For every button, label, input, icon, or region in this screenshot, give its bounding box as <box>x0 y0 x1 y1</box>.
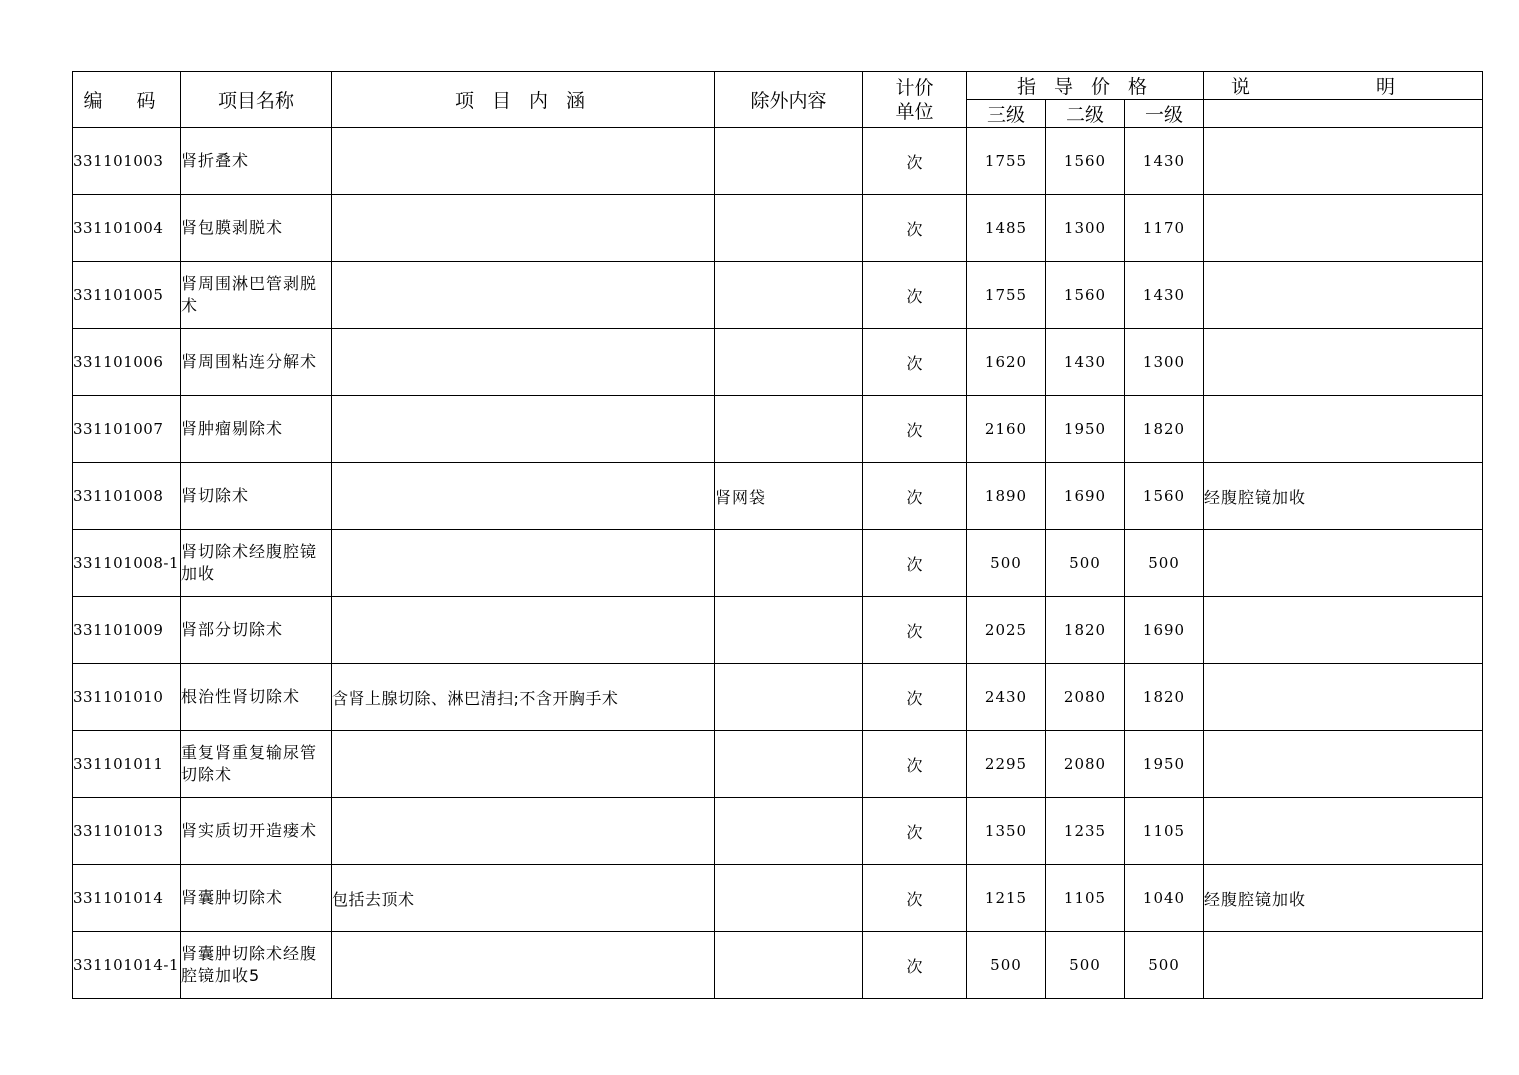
cell-price-level3: 1755 <box>967 262 1046 329</box>
table-row <box>73 329 1483 396</box>
cell-name: 肾部分切除术 <box>181 597 332 664</box>
cell-note <box>1204 664 1483 731</box>
table-row <box>73 865 1483 932</box>
cell-unit: 次 <box>863 865 967 932</box>
cell-content <box>332 932 715 999</box>
header-code: 编 码 <box>73 72 181 128</box>
cell-code: 331101010 <box>73 664 181 731</box>
cell-exclusion <box>715 798 863 865</box>
cell-exclusion <box>715 262 863 329</box>
cell-exclusion <box>715 329 863 396</box>
cell-exclusion: 肾网袋 <box>715 463 863 530</box>
cell-unit: 次 <box>863 463 967 530</box>
cell-price-level1: 1690 <box>1125 597 1204 664</box>
cell-note <box>1204 195 1483 262</box>
cell-price-level1: 1430 <box>1125 128 1204 195</box>
table-body <box>73 128 1483 999</box>
price-table <box>72 71 1483 999</box>
table-row <box>73 262 1483 329</box>
table-header <box>73 72 1483 128</box>
header-unit-line1: 计价 <box>895 76 934 99</box>
cell-note <box>1204 530 1483 597</box>
cell-exclusion <box>715 865 863 932</box>
cell-code: 331101003 <box>73 128 181 195</box>
table-row <box>73 530 1483 597</box>
cell-price-level3: 2430 <box>967 664 1046 731</box>
cell-price-level2: 1430 <box>1046 329 1125 396</box>
cell-note <box>1204 731 1483 798</box>
cell-content <box>332 798 715 865</box>
cell-note <box>1204 329 1483 396</box>
table-row <box>73 396 1483 463</box>
cell-unit: 次 <box>863 262 967 329</box>
cell-code: 331101014-1 <box>73 932 181 999</box>
cell-price-level3: 500 <box>967 932 1046 999</box>
header-note: 说 明 <box>1204 72 1483 100</box>
cell-content <box>332 463 715 530</box>
cell-unit: 次 <box>863 798 967 865</box>
cell-unit: 次 <box>863 396 967 463</box>
cell-exclusion <box>715 664 863 731</box>
cell-content <box>332 396 715 463</box>
cell-unit: 次 <box>863 530 967 597</box>
cell-unit: 次 <box>863 664 967 731</box>
cell-content <box>332 597 715 664</box>
cell-note <box>1204 798 1483 865</box>
cell-price-level1: 1820 <box>1125 664 1204 731</box>
table-row <box>73 597 1483 664</box>
cell-price-level1: 500 <box>1125 932 1204 999</box>
cell-content: 包括去顶术 <box>332 865 715 932</box>
cell-price-level2: 2080 <box>1046 664 1125 731</box>
cell-price-level1: 1300 <box>1125 329 1204 396</box>
cell-code: 331101014 <box>73 865 181 932</box>
cell-exclusion <box>715 932 863 999</box>
cell-note: 经腹腔镜加收 <box>1204 865 1483 932</box>
cell-exclusion <box>715 396 863 463</box>
header-note-sub <box>1204 100 1483 128</box>
cell-price-level2: 1690 <box>1046 463 1125 530</box>
cell-note <box>1204 262 1483 329</box>
cell-price-level1: 1950 <box>1125 731 1204 798</box>
cell-price-level2: 1820 <box>1046 597 1125 664</box>
cell-name: 肾囊肿切除术经腹腔镜加收5 <box>181 932 332 999</box>
header-level3: 三级 <box>967 100 1046 128</box>
header-unit-line2: 单位 <box>895 100 934 123</box>
table-row <box>73 798 1483 865</box>
table-row <box>73 664 1483 731</box>
cell-price-level3: 1890 <box>967 463 1046 530</box>
cell-price-level1: 500 <box>1125 530 1204 597</box>
cell-price-level2: 1300 <box>1046 195 1125 262</box>
cell-price-level3: 1215 <box>967 865 1046 932</box>
cell-unit: 次 <box>863 128 967 195</box>
cell-note <box>1204 597 1483 664</box>
cell-price-level2: 500 <box>1046 932 1125 999</box>
cell-unit: 次 <box>863 329 967 396</box>
header-level1: 一级 <box>1125 100 1204 128</box>
cell-price-level2: 500 <box>1046 530 1125 597</box>
header-unit <box>863 72 967 128</box>
cell-code: 331101008-1 <box>73 530 181 597</box>
cell-name: 肾实质切开造瘘术 <box>181 798 332 865</box>
cell-name: 肾囊肿切除术 <box>181 865 332 932</box>
cell-price-level3: 2160 <box>967 396 1046 463</box>
cell-note: 经腹腔镜加收 <box>1204 463 1483 530</box>
table-row <box>73 128 1483 195</box>
cell-unit: 次 <box>863 932 967 999</box>
cell-price-level1: 1040 <box>1125 865 1204 932</box>
cell-price-level3: 1350 <box>967 798 1046 865</box>
cell-code: 331101005 <box>73 262 181 329</box>
cell-price-level3: 2295 <box>967 731 1046 798</box>
cell-price-level3: 2025 <box>967 597 1046 664</box>
cell-name: 肾切除术经腹腔镜加收 <box>181 530 332 597</box>
cell-note <box>1204 128 1483 195</box>
cell-price-level2: 1105 <box>1046 865 1125 932</box>
cell-price-level2: 1950 <box>1046 396 1125 463</box>
cell-unit: 次 <box>863 597 967 664</box>
cell-name: 肾周围粘连分解术 <box>181 329 332 396</box>
cell-note <box>1204 396 1483 463</box>
cell-content <box>332 530 715 597</box>
cell-note <box>1204 932 1483 999</box>
cell-code: 331101008 <box>73 463 181 530</box>
cell-price-level2: 1560 <box>1046 262 1125 329</box>
cell-name: 肾切除术 <box>181 463 332 530</box>
cell-content <box>332 195 715 262</box>
cell-code: 331101007 <box>73 396 181 463</box>
cell-unit: 次 <box>863 731 967 798</box>
cell-content <box>332 262 715 329</box>
cell-price-level1: 1560 <box>1125 463 1204 530</box>
cell-name: 肾肿瘤剔除术 <box>181 396 332 463</box>
cell-price-level3: 1620 <box>967 329 1046 396</box>
cell-code: 331101004 <box>73 195 181 262</box>
cell-unit: 次 <box>863 195 967 262</box>
cell-name: 重复肾重复输尿管切除术 <box>181 731 332 798</box>
cell-code: 331101013 <box>73 798 181 865</box>
cell-name: 肾折叠术 <box>181 128 332 195</box>
cell-exclusion <box>715 128 863 195</box>
cell-price-level1: 1430 <box>1125 262 1204 329</box>
cell-price-level1: 1105 <box>1125 798 1204 865</box>
cell-content <box>332 329 715 396</box>
cell-price-level3: 1755 <box>967 128 1046 195</box>
cell-name: 肾周围淋巴管剥脱术 <box>181 262 332 329</box>
header-exclusion: 除外内容 <box>715 72 863 128</box>
table-row <box>73 463 1483 530</box>
cell-code: 331101011 <box>73 731 181 798</box>
header-level2: 二级 <box>1046 100 1125 128</box>
cell-content: 含肾上腺切除、淋巴清扫;不含开胸手术 <box>332 664 715 731</box>
cell-price-level3: 500 <box>967 530 1046 597</box>
cell-exclusion <box>715 195 863 262</box>
cell-exclusion <box>715 731 863 798</box>
cell-code: 331101006 <box>73 329 181 396</box>
header-name: 项目名称 <box>181 72 332 128</box>
header-guide-price: 指 导 价 格 <box>967 72 1204 100</box>
cell-price-level1: 1820 <box>1125 396 1204 463</box>
cell-content <box>332 128 715 195</box>
table-row <box>73 195 1483 262</box>
table-row <box>73 731 1483 798</box>
cell-name: 根治性肾切除术 <box>181 664 332 731</box>
cell-price-level1: 1170 <box>1125 195 1204 262</box>
table-row <box>73 932 1483 999</box>
cell-price-level2: 1235 <box>1046 798 1125 865</box>
cell-name: 肾包膜剥脱术 <box>181 195 332 262</box>
header-content: 项 目 内 涵 <box>332 72 715 128</box>
cell-exclusion <box>715 530 863 597</box>
cell-price-level2: 2080 <box>1046 731 1125 798</box>
cell-exclusion <box>715 597 863 664</box>
cell-price-level3: 1485 <box>967 195 1046 262</box>
cell-code: 331101009 <box>73 597 181 664</box>
cell-price-level2: 1560 <box>1046 128 1125 195</box>
cell-content <box>332 731 715 798</box>
